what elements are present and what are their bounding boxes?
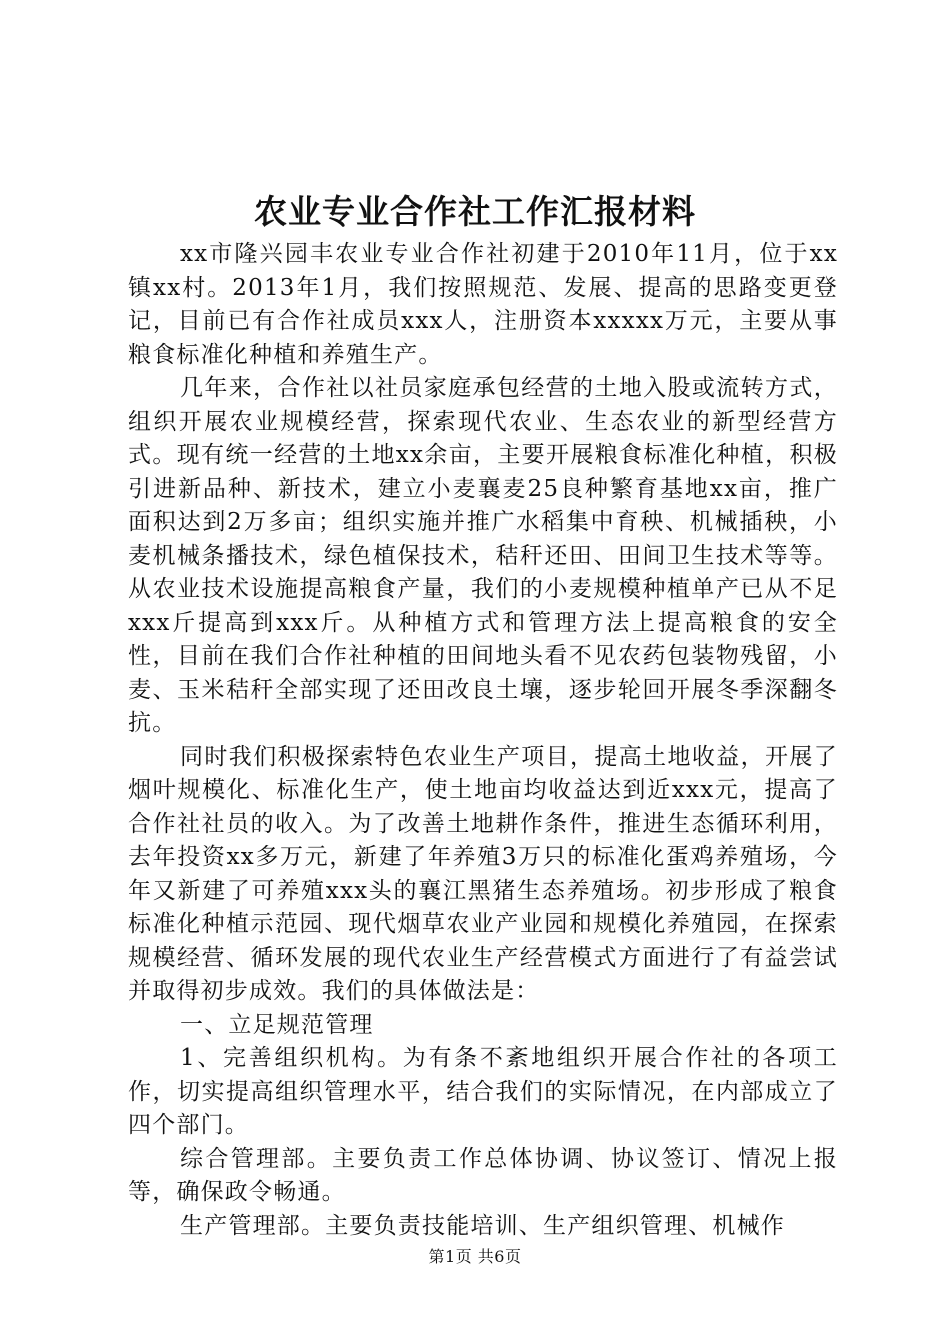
paragraph-production-dept: 生产管理部。主要负责技能培训、生产组织管理、机械作	[180, 1212, 785, 1239]
paragraph-organization: 1、完善组织机构。为有条不紊地组织开展合作社的各项工作，切实提高组织管理水平，结合我们的实际情况，在内部成立了四个部门。	[128, 1045, 838, 1138]
section-heading-management: 一、立足规范管理	[180, 1011, 374, 1038]
paragraph-intro: xx市隆兴园丰农业专业合作社初建于2010年11月，位于xx镇xx村。2013年1月，我们按照规范、发展、提高的思路变更登记，目前已有合作社成员xxx人，注册资本xxxxx万元，主要从事粮食标准化种植和养殖生产。	[128, 241, 838, 368]
paragraph-special-projects: 同时我们积极探索特色农业生产项目，提高土地收益，开展了烟叶规模化、标准化生产，使土地亩均收益达到近xxx元，提高了合作社社员的收入。为了改善土地耕作条件，推进生态循环利用，去年投资xx多万元，新建了年养殖3万只的标准化蛋鸡养殖场，今年又新建了可养殖xxx头的襄江黑猪生态养殖场。初步形成了粮食标准化种植示范园、现代烟草农业产业园和规模化养殖园，在探索规模经营、循环发展的现代农业生产经营模式方面进行了有益尝试并取得初步成效。我们的具体做法是：	[128, 743, 838, 1004]
page-footer: 第1页 共6页	[428, 1247, 522, 1266]
paragraph-operations: 几年来，合作社以社员家庭承包经营的土地入股或流转方式，组织开展农业规模经营，探索现代农业、生态农业的新型经营方式。现有统一经营的土地xx余亩，主要开展粮食标准化种植，积极引进新品种、新技术，建立小麦襄麦25良种繁育基地xx亩，推广面积达到2万多亩；组织实施并推广水稻集中育秧、机械插秧，小麦机械条播技术，绿色植保技术，秸秆还田、田间卫生技术等等。从农业技术设施提高粮食产量，我们的小麦规模种植单产已从不足xxx斤提高到xxx斤。从种植方式和管理方法上提高粮食的安全性，目前在我们合作社种植的田间地头看不见农药包装物残留，小麦、玉米秸秆全部实现了还田改良土壤，逐步轮回开展冬季深翻冬抗。	[128, 375, 838, 736]
document-title: 农业专业合作社工作汇报材料	[254, 192, 696, 231]
paragraph-general-dept: 综合管理部。主要负责工作总体协调、协议签订、情况上报等，确保政令畅通。	[128, 1145, 838, 1205]
document-body	[128, 238, 838, 1243]
